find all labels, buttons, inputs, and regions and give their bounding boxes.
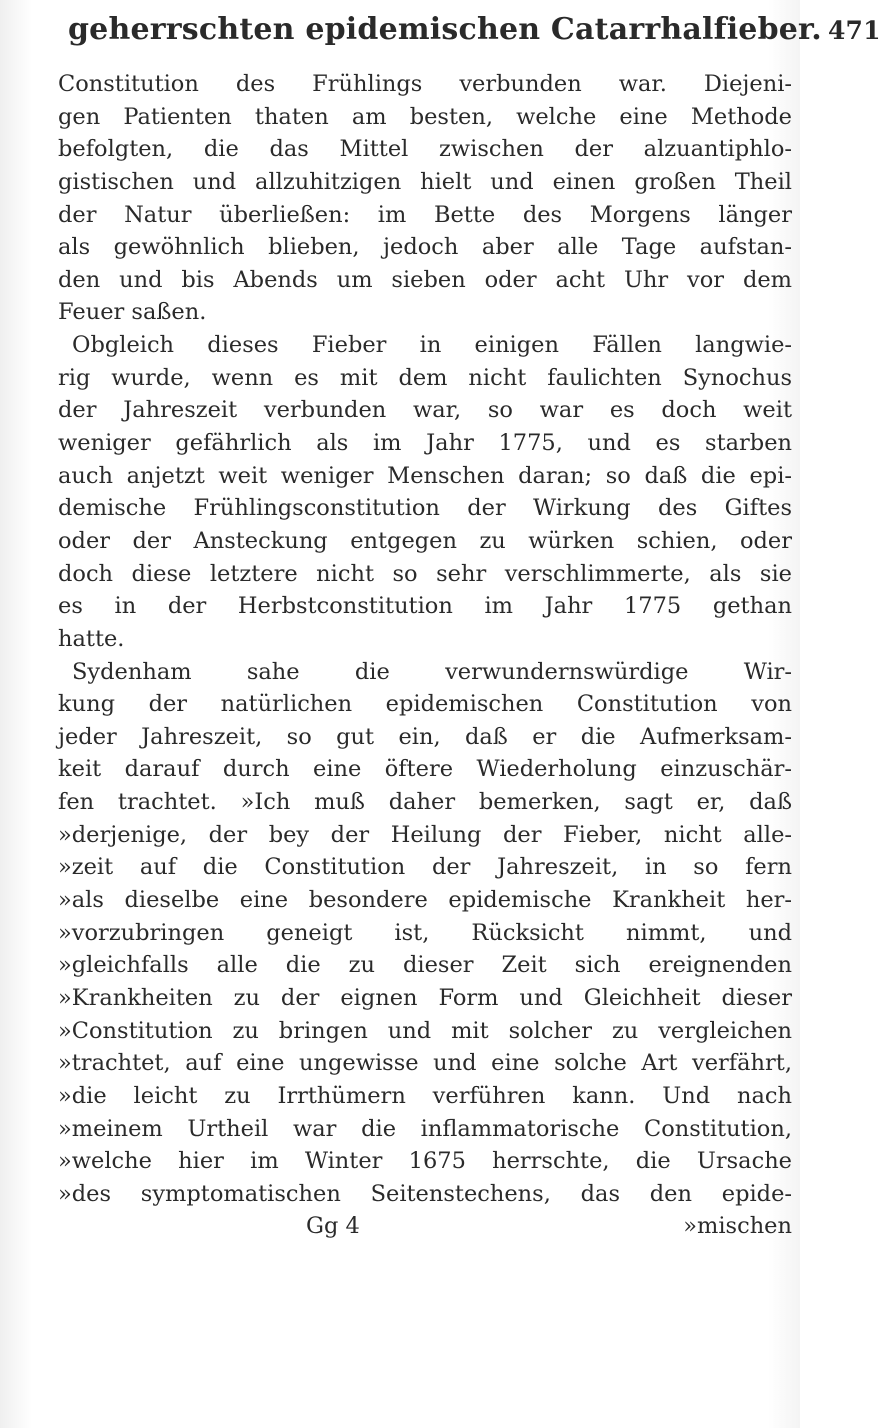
text-line: jeder Jahreszeit, so gut ein, daß er die Aufmerksam- [58,723,792,750]
text-line: »als dieselbe eine besondere epidemische Krankheit her- [58,887,792,914]
text-line: der Jahreszeit verbunden war, so war es doch weit [58,397,792,424]
text-line: »welche hier im Winter 1675 herrschte, die Ursache [58,1148,792,1175]
text-line: »derjenige, der bey der Heilung der Fieber, nicht alle- [58,821,792,848]
text-line: Feuer saßen. [58,299,207,326]
text-line: der Natur überließen: im Bette des Morgens länger [58,201,792,228]
text-line: »gleichfalls alle die zu dieser Zeit sich ereignenden [58,952,792,979]
text-line: weniger gefährlich als im Jahr 1775, und es starben [58,430,792,457]
text-line: gistischen und allzuhitzigen hielt und einen großen Theil [58,168,792,195]
text-line: »Krankheiten zu der eignen Form und Gleichheit dieser [58,984,792,1011]
text-line: rig wurde, wenn es mit dem nicht faulichten Synochus [58,364,792,391]
text-line: gen Patienten thaten am besten, welche eine Methode [58,103,792,130]
text-line: kung der natürlichen epidemischen Constitution von [58,691,792,718]
running-head [68,12,881,60]
signature-mark: Gg 4 [306,1213,360,1240]
text-line: doch diese letztere nicht so sehr verschlimmerte, als sie [58,560,792,587]
text-line: als gewöhnlich blieben, jedoch aber alle Tage aufstan- [58,234,792,261]
text-line: fen trachtet. »Ich muß daher bemerken, sagt er, daß [58,789,792,816]
text-line: oder der Ansteckung entgegen zu würken schien, oder [58,527,792,554]
text-line: »zeit auf die Constitution der Jahreszeit, in so fern [58,854,792,881]
text-line: es in der Herbstconstitution im Jahr 1775 gethan [58,593,792,620]
catchword: »mischen [683,1213,792,1240]
text-line: Constitution des Frühlings verbunden war. Diejeni- [58,71,792,97]
text-line: befolgten, die das Mittel zwischen der alzuantiphlo- [58,136,792,163]
text-line: »Constitution zu bringen und mit solcher zu vergleichen [58,1017,792,1044]
text-line: »des symptomatischen Seitenstechens, das den epide- [58,1180,792,1207]
page-number: 471 [827,16,881,45]
footer-line [58,1210,792,1243]
running-title: geherrschten epidemischen Catarrhalfieber. [68,12,822,47]
text-line: Sydenham sahe die verwundernswürdige Wir- [72,658,792,685]
text-line: »trachtet, auf eine ungewisse und eine solche Art verfährt, [58,1050,792,1077]
text-line: »meinem Urtheil war die inflammatorische Constitution, [58,1115,792,1142]
text-line: demische Frühlingsconstitution der Wirkung des Giftes [58,495,792,522]
text-line: »vorzubringen geneigt ist, Rücksicht nimmt, und [58,919,792,946]
text-line: den und bis Abends um sieben oder acht Uhr vor dem [58,266,792,293]
text-line: keit darauf durch eine öftere Wiederholung einzuschär- [58,756,792,783]
text-line: hatte. [58,625,125,652]
text-line: »die leicht zu Irrthümern verführen kann. Und nach [58,1082,792,1109]
text-line: Obgleich dieses Fieber in einigen Fällen langwie- [72,332,792,359]
body-text [58,68,792,1243]
text-line: auch anjetzt weit weniger Menschen daran; so daß die epi- [58,462,792,489]
